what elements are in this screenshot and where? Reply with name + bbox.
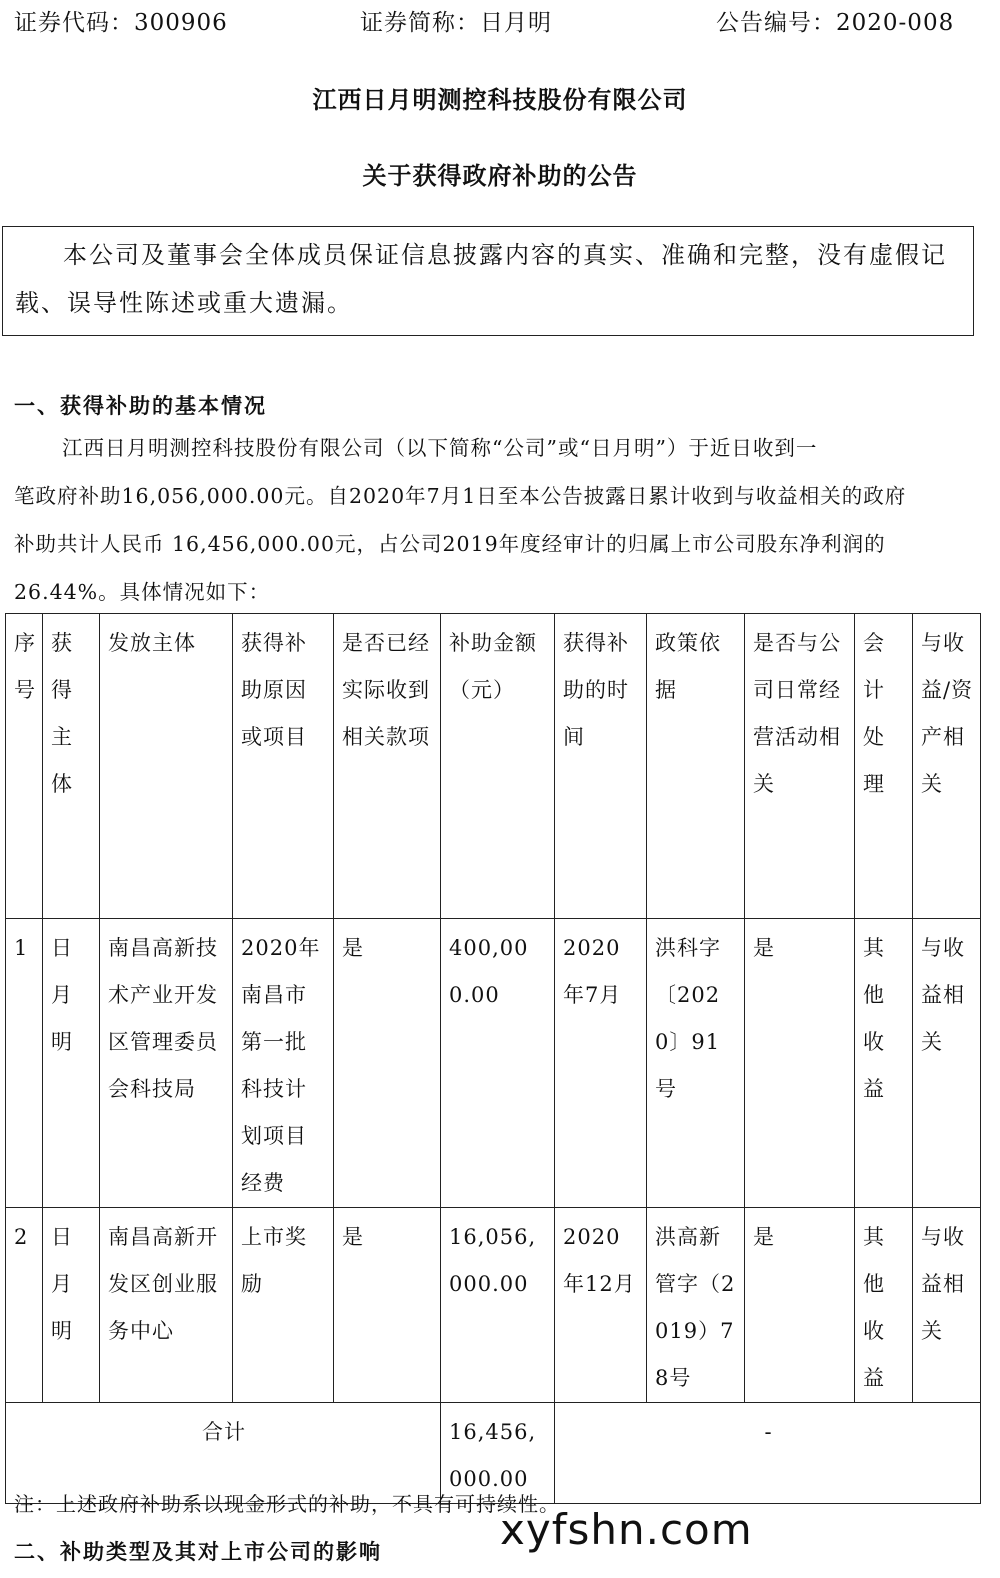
table-cell: 是 bbox=[745, 919, 855, 1208]
document-title: 关于获得政府补助的公告 bbox=[362, 161, 638, 190]
paragraph-line: 江西日月明测控科技股份有限公司（以下简称“公司”或“日月明”）于近日收到一 bbox=[62, 436, 818, 460]
table-cell: 日月明 bbox=[43, 919, 100, 1208]
table-cell: 是 bbox=[334, 919, 441, 1208]
header-cell: 补助金额（元） bbox=[441, 614, 555, 919]
security-code: 证券代码：300906 bbox=[14, 10, 228, 36]
header-cell: 发放主体 bbox=[100, 614, 233, 919]
header-cell: 序号 bbox=[6, 614, 43, 919]
header-cell: 是否已经实际收到相关款项 bbox=[334, 614, 441, 919]
subsidy-table bbox=[5, 613, 981, 1504]
table-cell: 与收益相关 bbox=[913, 919, 981, 1208]
paragraph-line: 笔政府补助16,056,000.00元。自2020年7月1日至本公告披露日累计收到与收益相关的政府 bbox=[14, 484, 907, 508]
table-cell: 2020年7月 bbox=[555, 919, 647, 1208]
section-1-paragraph bbox=[14, 424, 974, 616]
header-cell: 是否与公司日常经营活动相关 bbox=[745, 614, 855, 919]
table-cell: 2020年12月 bbox=[555, 1208, 647, 1403]
table-cell: 与收益相关 bbox=[913, 1208, 981, 1403]
table-row bbox=[6, 1208, 981, 1403]
header-cell: 与收益/资产相关 bbox=[913, 614, 981, 919]
watermark-text: xyfshn.com bbox=[500, 1505, 753, 1554]
table-cell: 2 bbox=[6, 1208, 43, 1403]
board-notice-box bbox=[2, 226, 974, 336]
section-1-heading: 一、获得补助的基本情况 bbox=[14, 393, 267, 418]
table-cell: 日月明 bbox=[43, 1208, 100, 1403]
table-cell: 上市奖励 bbox=[233, 1208, 334, 1403]
total-label: 合计 bbox=[6, 1403, 441, 1504]
header-cell: 政策依据 bbox=[647, 614, 745, 919]
header-cell: 获得主体 bbox=[43, 614, 100, 919]
table-cell: 南昌高新技术产业开发区管理委员会科技局 bbox=[100, 919, 233, 1208]
board-notice-text: 本公司及董事会全体成员保证信息披露内容的真实、准确和完整，没有虚假记载、误导性陈述或重大遗漏。 bbox=[15, 241, 947, 317]
table-cell: 1 bbox=[6, 919, 43, 1208]
table-cell: 洪高新管字（2019）78号 bbox=[647, 1208, 745, 1403]
table-cell: 是 bbox=[334, 1208, 441, 1403]
table-cell: 其他收益 bbox=[855, 1208, 913, 1403]
header-cell: 获得补助的时间 bbox=[555, 614, 647, 919]
security-short-name: 证券简称：日月明 bbox=[360, 10, 552, 36]
table-cell: 南昌高新开发区创业服务中心 bbox=[100, 1208, 233, 1403]
company-name: 江西日月明测控科技股份有限公司 bbox=[312, 85, 688, 114]
table-row bbox=[6, 919, 981, 1208]
total-rest: - bbox=[555, 1403, 981, 1504]
section-2-heading: 二、补助类型及其对上市公司的影响 bbox=[14, 1539, 382, 1564]
table-cell: 16,056,000.00 bbox=[441, 1208, 555, 1403]
table-header-row bbox=[6, 614, 981, 919]
announcement-number: 公告编号：2020-008 bbox=[716, 10, 955, 36]
table-cell: 2020年南昌市第一批科技计划项目经费 bbox=[233, 919, 334, 1208]
table-cell: 400,000.00 bbox=[441, 919, 555, 1208]
paragraph-line: 26.44%。具体情况如下： bbox=[14, 580, 271, 604]
total-amount: 16,456,000.00 bbox=[441, 1403, 555, 1504]
table-note: 注：上述政府补助系以现金形式的补助，不具有可持续性。 bbox=[14, 1492, 560, 1516]
paragraph-line: 补助共计人民币 16,456,000.00元，占公司2019年度经审计的归属上市公司股东净利润的 bbox=[14, 532, 886, 556]
table-cell: 其他收益 bbox=[855, 919, 913, 1208]
table-cell: 是 bbox=[745, 1208, 855, 1403]
header-cell: 获得补助原因或项目 bbox=[233, 614, 334, 919]
header-cell: 会计处理 bbox=[855, 614, 913, 919]
table-cell: 洪科字〔2020〕91号 bbox=[647, 919, 745, 1208]
